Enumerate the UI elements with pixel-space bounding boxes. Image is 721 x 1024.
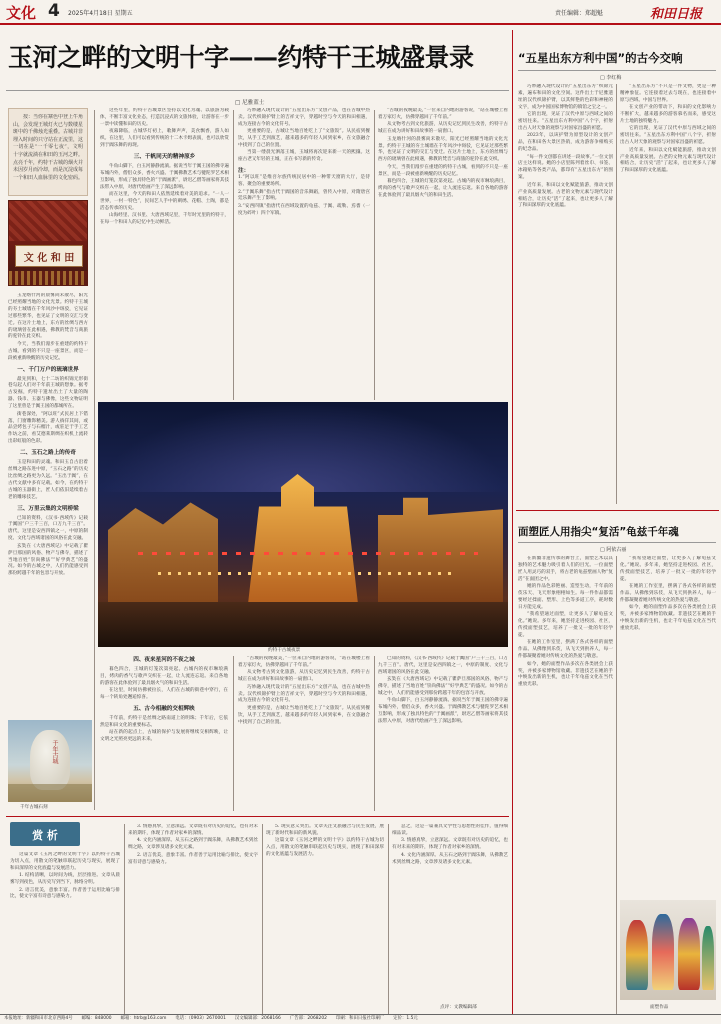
sidebar-para: “我希望通过面塑，让更多人了解龟兹文化。”她说。多年来，她坚持走进校园、社区，传授面塑技艺，培养了一批又一批的年轻学徒。 (620, 556, 716, 582)
subhead-1: 一、千门万户的琉璃世界 (17, 366, 79, 373)
appreciation-para: 总之，这是一篇兼具文学性与思想性的佳作，值得细细品读。 (392, 824, 508, 836)
subhead-2: 二、玉石之路上的传奇 (20, 450, 76, 457)
appreciation-para: 这篇文章《玉河之畔的文明十字》以约特干古城为切入点，用散文的笔触串联起历史与现实，展现了和田深厚的文化底蕴与发展活力。 (266, 838, 384, 858)
appreciation-col-2 (128, 824, 258, 1014)
figurine-caption: 面塑作品 (650, 1005, 669, 1010)
newspaper-logo: 和田日报 (650, 7, 703, 22)
footer (4, 1015, 717, 1024)
sidebar-para: “我希望通过面塑，让更多人了解龟兹文化。”她说。多年来，她坚持走进校园、社区，传授面塑技艺，培养了一批又一批的年轻学徒。 (518, 612, 613, 638)
sidebar-para: 如今，她的面塑作品多次在各类展会上获奖，并被多家博物馆收藏。非遗技艺在她的手中焕发出新的生机，也让千年龟兹文化在当代重放光彩。 (620, 605, 716, 632)
note: 3.“安西四镇”指唐代在西域设置的龟兹、于阗、疏勒、焉耆（一度为碎叶）四个军镇。 (238, 203, 370, 216)
col4-para: 暮色四合，王城的灯笼次第亮起。古城内的夜市琳琅满目，烤肉的香气与歌声交织在一起，让人流连忘返。来自各地的游客在此体验到了最具烟火气的和田生活。 (378, 179, 508, 198)
sidebar-para: 在她的工作室里，摆满了各式各样的面塑作品。从佛像到乐伎，从飞天到供养人，每一件都凝聚着她对传统文化的热爱与敬意。 (620, 584, 716, 603)
footer-ad: 广告部：2068202 (289, 1016, 327, 1021)
appreciation-signature: 点评：文教编辑部 (440, 1005, 477, 1010)
col4-para: 牛角山脚下，白玉河静静流淌。据说当年于阗王国的佛寺遍布城内外，僧侣众多，香火兴盛。于阗佛教艺术与犍陀罗艺术相互影响，形成了独具特色的“于阗画派”，尉迟乙僧等画家将其技法带入中原，对唐代绘画产生了深远影响。 (378, 698, 508, 725)
footer-address: 本报地址：新疆和田市北京西路4号 (4, 1016, 73, 1021)
col1-para: 玉龙喀什河的晨雾尚未散尽，阳光已经照耀当地的文化光景。约特干王城的夯土城墙在千年风沙中斑驳，它见证过那些繁华，也见证了文明的交汇与变迁。在这片土地上，东方的丝绸与西方的琉璃曾在此相遇，佛教的梵音与商旅的驼铃在此交织。 (8, 293, 88, 340)
sidebar-para: 在文创产业的带动下，和田的文化影响力不断扩大，越来越多的游客慕名而来，感受这片土地的独特魅力。 (620, 105, 716, 125)
col4-para: “古城的夜晚最美，”一位来自内地的游客说，“站在城楼上看着万家灯火，仿佛穿越回了千年前。” (378, 108, 508, 120)
banner-image (8, 200, 88, 286)
column-4-lower (378, 656, 508, 811)
footer-postcode: 邮编：848000 (81, 1016, 112, 1021)
sidebar-para: 巧妙融入现代设计的“五星出东方”织锦元素，遍布和田的文化空间。这件出土于尼雅遗址的汉代织锦护臂，以其鲜艳的色彩和神秘的文字，成为中国国家博物馆的镇馆之宝之一。 (518, 84, 613, 110)
col2-para: 这些年里，约特干古城景区坚持以文化为魂、以旅游为载体，不断丰富文化业态，打造沉浸式的文旅体验，让游客在一步一景中读懂和田的历史。 (100, 108, 229, 127)
subhead-6: 五、古今相融的交相辉映 (133, 706, 195, 713)
photo-building-right (378, 492, 503, 607)
notes-heading: 注： (238, 168, 250, 175)
photo-tower (248, 474, 358, 604)
sidebar-para: 在她的工作室里，摆满了各式各样的面塑作品。从佛像到乐伎，从飞天到供养人，每一件都凝聚着她对传统文化的热爱与敬意。 (518, 640, 613, 660)
footer-phone: 电话：（0903）2670001 (175, 1016, 226, 1021)
col2-para: 暮色四合，王城的灯笼次第亮起。古城内的夜市琳琅满目，烤肉的香气与歌声交织在一起，让人流连忘返。来自各地的游客在此体验到了最具烟火气的和田生活。 (100, 667, 228, 686)
issue-date: 2025年4月18日 星期五 (68, 10, 133, 17)
appreciation-col-4 (392, 824, 508, 1002)
sidebar-para: 她的作品色彩艳丽、造型生动，千年前的伎乐天、飞天形象栩栩如生。每一件作品都需要经过揉面、塑形、上色等多道工序，耗时数日方能完成。 (518, 584, 613, 610)
appreciation-rule (6, 816, 509, 817)
sidebar-para: 近年来，和田以文化赋能旅游，推动文创产业高质量发展。古老的文物元素与现代设计相结合，让历史“活”了起来，也让更多人了解了和田深厚的文化底蕴。 (518, 182, 613, 209)
appreciation-title: 赏 析 (32, 829, 58, 842)
appreciation-para: 3. 情感真挚，立意深远。文章既有对历史的追忆，也有对未来的期许，体现了作者对家乡的深情。 (128, 824, 258, 836)
sidebar-para: 它的出现，见证了汉代中原与西域之间的密切往来。“五星出东方利中国”八个字，折射出古人对天象的观察与对国家昌盛的祈愿。 (620, 126, 716, 146)
stone-photo: 千年古城 (8, 720, 92, 802)
column-4 (378, 108, 508, 398)
footer-print: 印刷：和田日报社印刷厂 (335, 1016, 385, 1021)
col3-para: 更重要的是，古城让当地百姓吃上了“文旅饭”。从民宿到餐饮，从手工艺到演艺，越来越多的年轻人回到家乡，在文旅融合中找到了自己的位置。 (238, 705, 370, 725)
sidebar-para: 近年来，和田以文化赋能旅游，推动文创产业高质量发展。古老的文物元素与现代设计相结合，让历史“活”了起来，也让更多人了解了和田深厚的文化底蕴。 (620, 147, 716, 174)
subhead-5: 四、夜来星河的不夜之城 (133, 657, 195, 663)
col1-para: 街巷深处，“阿以旺”式民居上下错落，门窗雕饰精美。游人徜徉其间，或品尝烤包子与石榴汁，或驻足于手工艺作坊之前，看艾德莱斯绸在织机上流转出彩虹般的色彩。 (8, 411, 88, 445)
sidebar-para: 它的出现，见证了汉代中原与西域之间的密切往来。“五星出东方利中国”八个字，折射出古人对天象的观察与对国家昌盛的祈愿。 (518, 112, 613, 131)
sidebar-para: “每一件文创都在讲述一段故事。”一位文创店主这样说。她的小店里陈列着丝巾、书签、冰箱贴等各类产品，都印有“五星出东方”的图案。 (518, 154, 613, 181)
sidebar-para: “五星出东方”不只是一件文物，更是一种精神象征。它连接着过去与现在，也连接着中原与西域、中国与世界。 (620, 84, 716, 103)
banner-text: 文 化 和 田 (23, 253, 75, 264)
page-title: 玉河之畔的文明十字——约特干王城盛景录 (8, 43, 474, 72)
editor-credit: 责任编辑：郑超魁 (555, 10, 604, 17)
appreciation-para: 4. 文化内涵深厚。从玉石之路到于阗乐舞，从佛教艺术到丝绸之路，文章涉及诸多文化元素。 (128, 838, 258, 851)
col4-para: 已知的资料，《汉书·西域传》记载于阗国“户三千三百，口万九千三百”。唐代，这里是安西四镇之一，中原的制度、文化与西域诸国的风俗在此交融。 (378, 656, 508, 675)
subhead-4: 三、千帆同天的精神原乡 (133, 153, 196, 160)
col1-para: 玄奘在《大唐西域记》中记载了瞿萨旦那国的风俗、物产与佛寺，描述了当地百姓“崇尚佛法”“好学典艺”的盛况。如今的古城之中，人们仍能感受到那份跨越千年的包容与开放。 (8, 543, 88, 577)
note: 2.“于阗乐舞”指古代于阗国的音乐舞蹈，曾传入中原，对隋唐宫廷乐舞产生了影响。 (238, 189, 370, 202)
appreciation-para: 2. 语言优美，意象丰富。作者善于运用比喻与排比，使文字富有诗意与感染力。 (128, 852, 258, 865)
section-name: 文化 (6, 4, 37, 22)
footer-email: 邮箱：htrb@163.com (120, 1016, 167, 1021)
figurine-photo (620, 900, 716, 1000)
column-2-lower (100, 656, 228, 811)
col3-para: 巧妙融入现代设计的“五星出东方”文创产品，也在古城中热卖。汉代织锦护臂上的吉祥文字，穿越时空与今天的和田相遇，成为连接古今的文化符号。 (238, 684, 370, 704)
col4-para: 玄奘在《大唐西域记》中记载了瞿萨旦那国的风俗、物产与佛寺，描述了当地百姓“崇尚佛法”“好学典艺”的盛况。如今的古城之中，人们仍能感受到那份跨越千年的包容与开放。 (378, 677, 508, 697)
sidebar-para: 如今，她的面塑作品多次在各类展会上获奖，并被多家博物馆收藏。非遗技艺在她的手中焕发出新的生机，也让千年龟兹文化在当代重放光彩。 (518, 661, 613, 688)
page-number: 4 (48, 1, 60, 21)
col1-para: 玉是和田的灵魂。和田玉自古沿着丝绸之路东进中原，“玉石之路”的历史比丝绸之路更为久远。“玉出于阗”，在古代文献中多有记载。如今，在约特干古城的玉器街上，匠人们依旧延续着古老的雕琢技艺。 (8, 460, 88, 500)
col2-para: 夜幕降临，古城华灯初上，歌舞声声，美食飘香，游人如织。在这里，人们可以看到传统的十二木卡姆表演，也可以欣赏到于阗乐舞的再现。 (100, 129, 229, 149)
sidebar-section2-title: 面塑匠人用指尖“复活”龟兹千年魂 (518, 526, 679, 538)
col2-para: 而在这里，今天的和田人依然延续着对美的追求。“一人一世界，一村一特色”，民间艺人手中的刺绣、花帽、土陶，都是活态传承的历史。 (100, 192, 229, 211)
col3-para: 巧妙融入现代设计的“五星出东方”文创产品，也在古城中热卖。汉代织锦护臂上的吉祥文字，穿越时空与今天的和田相遇，成为连接古今的文化符号。 (238, 108, 370, 127)
title-underline (6, 90, 509, 91)
subhead-3: 三、万里云集的文明桥梁 (17, 505, 79, 512)
sidebar-col-2 (620, 84, 716, 504)
col3-para: 当第一缕晨光洒落王城，玉城将再次迎来新一天的熙攘。这座古老又年轻的王城，正在书写新的传奇。 (238, 150, 370, 163)
appreciation-title-box (10, 822, 80, 846)
column-3-lower (238, 656, 370, 811)
column-3 (238, 108, 370, 398)
col1-para: 已知的资料，《汉书·西域传》记载于阗国“户三千三百，口万九千三百”。唐代，这里是安西四镇之一，中原的制度、文化与西域诸国的风俗在此交融。 (8, 515, 88, 542)
col3-para: “古城的夜晚最美，”一位来自内地的游客说，“站在城楼上看着万家灯火，仿佛穿越回了千年前。” (238, 656, 370, 668)
col2-para: 千年前，约特干是丝绸之路南道上的明珠；千年后，它依然是和田文化的重要标志。 (100, 716, 228, 728)
stone-caption: 千年古城石刻 (20, 805, 48, 810)
col4-para: 今天，当我们漫步在重建的约特干古城，看到的不只是一座景区，而是一段被重新唤醒的历史记忆。 (378, 164, 508, 177)
main-photo (98, 402, 508, 647)
masthead-rule (0, 23, 721, 25)
sidebar-byline: □ 李红梅 (600, 75, 622, 81)
sidebar-col-3 (518, 556, 613, 1014)
sidebar-title: “五星出东方利中国”的古今交响 (518, 51, 683, 65)
col2-para: 牛角山脚下，白玉河静静流淌。据说当年于阗王国的佛寺遍布城内外，僧侣众多，香火兴盛。于阗佛教艺术与犍陀罗艺术相互影响，形成了独具特色的“于阗画派”，尉迟乙僧等画家将其技法带入中原，对唐代绘画产生了深远影响。 (100, 163, 229, 190)
appreciation-col-1 (10, 852, 120, 1012)
sidebar-para: 2023年，以该护臂为原型设计的文创产品，在和田各大景区热销，成为游客争相购买的纪念品。 (518, 133, 613, 153)
col4-para: 从文物考古到文化旅游，从历史记忆到民生改善，约特干古城正在成为讲好和田故事的一扇窗口。 (378, 122, 508, 135)
col1-para: 今天，当我们漫步在重建的约特干古城，看到的不只是一座景区，而是一段被重新唤醒的历史记忆。 (8, 341, 88, 361)
appreciation-para: 4. 文化内涵深厚。从玉石之路到于阗乐舞，从佛教艺术到丝绸之路，文章涉及诸多文化元素。 (392, 852, 508, 865)
note: 1.“阿以旺”是维吾尔族传统民居中的一种带天窗的大厅，是待客、聚会的重要场所。 (238, 175, 370, 188)
appreciation-para: 这篇文章《玉河之畔的文明十字》以约特干古城为切入点，用散文的笔触串联起历史与现实，展现了和田深厚的文化底蕴与发展活力。 (10, 852, 120, 871)
col3-para: 从文物考古到文化旅游，从历史记忆到民生改善，约特干古城正在成为讲好和田故事的一扇窗口。 (238, 670, 370, 683)
column-2 (100, 108, 229, 398)
col4-para: 玉龙喀什河的晨雾尚未散尽，阳光已经照耀当地的文化光景。约特干王城的夯土城墙在千年风沙中斑驳，它见证过那些繁华，也见证了文明的交汇与变迁。在这片土地上，东方的丝绸与西方的琉璃曾在此相遇，佛教的梵音与商旅的驼铃在此交织。 (378, 136, 508, 163)
footer-price: 定价：1.5元 (393, 1016, 418, 1021)
summary-box (8, 108, 88, 196)
appreciation-para: 5. 现实意义突出。文章关注文旅融合与民生发展，展现了新时代和田的新风貌。 (266, 824, 384, 836)
appreciation-col-3 (266, 824, 384, 1014)
appreciation-para: 2. 语言优美，意象丰富。作者善于运用比喻与排比，使文字富有诗意与感染力。 (10, 887, 120, 900)
sidebar-byline-2: □ 阿依古丽 (600, 547, 627, 553)
col2-para: 山海经里、汉书里、大唐西域记里，千年时光里的约特干，在每一个和田人的记忆中生动鲜活。 (100, 213, 229, 226)
col2-para: 站在新的起点上，古城的保护与发展将继续交相辉映，让文明之光照亮更远的未来。 (100, 730, 228, 743)
footer-office: 汉文编辑部：2068166 (234, 1016, 281, 1021)
col1-para: 最先到和，七十二坊的织锦无形街巷勾起人们对千年前王城的想象。据考古发掘，约特干遗址出土了大量的陶器、钱币、玉器与佛像，这些文物证明了这里曾是于阗王国的都城所在。 (8, 376, 88, 410)
sidebar-col-1 (518, 84, 613, 504)
col2-para: 在这里，时间仿佛被拉长，人们在古城的街巷中穿行，在每一个转角处邂逅惊喜。 (100, 688, 228, 701)
sidebar-col-4 (620, 556, 716, 896)
col3-para: 更重要的是，古城让当地百姓吃上了“文旅饭”。从民宿到餐饮，从手工艺到演艺，越来越多的年轻人回到家乡，在文旅融合中找到了自己的位置。 (238, 129, 370, 149)
appreciation-para: 1. 结构清晰，以时间为线，层层推进。文章从晨雾写到夜色，从历史写到当下，脉络分明。 (10, 873, 120, 886)
sidebar-para: 在新疆非遗传承的舞台上，面塑艺术以其独特的艺术魅力吸引着人们的目光。一位面塑匠人用灵巧的双手，将古老的龟兹壁画人物“复活”在面团之中。 (518, 556, 613, 582)
summary-text: 按：当你在寨色中登上牛角山，会发现王城灯火已与数缕星斑中的千佛烛光重叠。古城并非埋入时间的只守站在正流里，这一切在是“一千零七夜”，文明十字就流淌在和田的玉河之畔。点亮千年，约特干古城的烟火并未因岁月而冷却，而是沉淀成每一个和田人血脉里的文化密码。 (13, 114, 83, 181)
photo-caption: 约特干古城夜景 (268, 648, 301, 653)
byline: □ 尼雅蓝士 (235, 100, 265, 106)
appreciation-para: 3. 情感真挚，立意深远。文章既有对历史的追忆，也有对未来的期许，体现了作者对家乡的深情。 (392, 838, 508, 851)
